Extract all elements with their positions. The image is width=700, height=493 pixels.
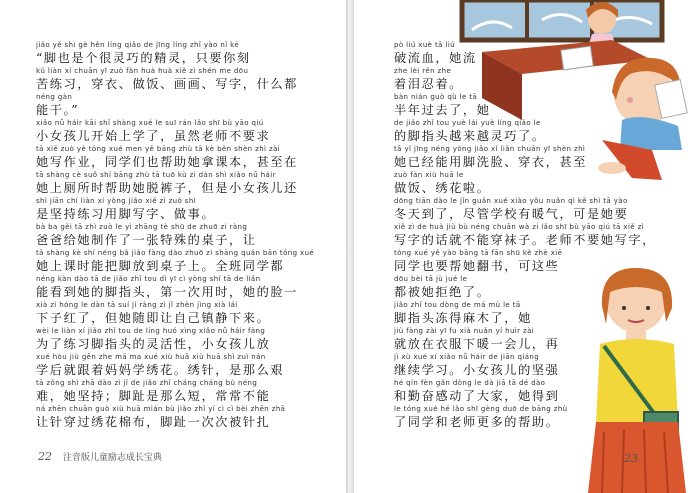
pinyin-annotation: hé qín fèn gǎn dòng le dà jiā tā dé dào	[394, 379, 546, 387]
pinyin-annotation: tā shàng cè suǒ shí bāng zhù tā tuō kù zi dàn shì xiǎo nǚ háir	[36, 171, 276, 179]
pinyin-annotation: xià zi hóng le dàn tā suí jí ràng zì jǐ zhèn jìng xià lái	[36, 301, 238, 309]
pinyin-annotation: bàn nián guò qù le tā	[394, 93, 478, 101]
right-footer	[624, 452, 646, 465]
chinese-text: 就放在衣服下暖一会儿，再	[394, 337, 560, 351]
chinese-text: 爸爸给她制作了一张特殊的桌子，让	[36, 233, 257, 247]
chinese-text: 学后就跟着妈妈学绣花。绣针，是那么艰	[36, 363, 285, 377]
text-line	[394, 378, 656, 404]
text-line	[36, 352, 298, 378]
text-line	[394, 326, 656, 352]
pinyin-annotation: wèi le liàn xí jiǎo zhǐ tou de líng huó xìng xiǎo nǚ háir fàng	[36, 327, 266, 335]
pinyin-annotation: le tóng xué hé lǎo shī gèng duō de bāng zhù	[394, 405, 568, 413]
text-line	[394, 144, 656, 170]
text-line	[394, 352, 656, 378]
text-line	[36, 144, 298, 170]
text-line	[394, 118, 656, 144]
pinyin-annotation: dōu bèi tā jù jué le	[394, 275, 468, 283]
pinyin-annotation: bà ba gěi tā zhì zuò le yì zhāng tè shū de zhuō zi ràng	[36, 223, 248, 231]
left-page	[0, 0, 346, 493]
text-line	[36, 378, 298, 404]
pinyin-annotation: tā xiě zuò yè tóng xué men yě bāng zhù tā kè běn shèn zhì zài	[36, 145, 281, 153]
text-line	[394, 40, 656, 66]
pinyin-annotation: zuò fàn xiù huā le	[394, 171, 464, 179]
text-line	[394, 66, 656, 92]
left-text-block	[36, 40, 315, 430]
chinese-text: 写字的话就不能穿袜子。老师不要她写字，	[394, 233, 656, 247]
chinese-text: 能干。”	[36, 103, 80, 117]
text-line	[36, 404, 298, 430]
pinyin-annotation: tā zǒng shì zhā dào zì jǐ de jiǎo zhǐ cháng cháng bù néng	[36, 379, 258, 387]
text-line	[394, 170, 656, 196]
pinyin-annotation: tā yǐ jīng néng yòng jiǎo xǐ liǎn chuān yī shèn zhì	[394, 145, 586, 153]
page-number-left: 22	[38, 450, 52, 463]
pinyin-annotation: kǔ liàn xí chuān yī zuò fàn huà huà xiě zì shén me dōu	[36, 67, 249, 75]
text-line	[36, 66, 298, 92]
pinyin-annotation: de jiǎo zhǐ tou yuè lái yuè líng qiǎo le	[394, 119, 541, 127]
pinyin-annotation: néng gàn	[36, 93, 73, 101]
pinyin-annotation: ná zhēn chuān guò xiù huā mián bù jiǎo zhǐ yí cì cì bèi zhēn zhā	[36, 405, 286, 413]
pinyin-annotation: jì xù xué xí xiǎo nǚ háir de jiān qiáng	[394, 353, 540, 361]
chinese-text: 苦练习，穿衣、做饭、画画、写字，什么都	[36, 77, 298, 91]
chinese-text: 同学也要帮她翻书，可这些	[394, 259, 560, 273]
chinese-text: 为了练习脚指头的灵活性，小女孩儿放	[36, 337, 271, 351]
text-line	[394, 222, 656, 248]
chinese-text: 她上课时能把脚放到桌子上。全班同学都	[36, 259, 285, 273]
chinese-text: 做饭、绣花啦。	[394, 181, 491, 195]
text-line	[394, 404, 656, 430]
chinese-text: “脚也是个很灵巧的精灵，只要你刻	[36, 51, 251, 65]
chinese-text: 的脚指头越来越灵巧了。	[394, 129, 546, 143]
pinyin-annotation: jiù fàng zài yī fu xià nuǎn yí huìr zài	[394, 327, 535, 335]
text-line	[394, 274, 656, 300]
text-line	[36, 222, 298, 248]
chinese-text: 她写作业，同学们也帮助她拿课本，甚至在	[36, 155, 298, 169]
chinese-text: 小女孩儿开始上学了，虽然老师不要求	[36, 129, 271, 143]
chinese-text: 让针穿过绣花棉布，脚趾一次次被针扎	[36, 415, 271, 429]
book-gutter	[346, 0, 354, 493]
chinese-text: 冬天到了，尽管学校有暖气，可是她要	[394, 207, 629, 221]
chinese-text: 继续学习。小女孩儿的坚强	[394, 363, 560, 377]
pinyin-annotation: pò liú xuè tā liú	[394, 41, 455, 49]
book-title: 注音版儿童励志成长宝典	[62, 453, 162, 463]
left-footer	[38, 450, 162, 463]
pinyin-annotation: jiǎo zhǐ tou dòng de má mù le tā	[394, 301, 521, 309]
text-line	[394, 248, 656, 274]
pinyin-annotation: jiǎo yě shì gè hěn líng qiǎo de jīng líng zhǐ yào nǐ kè	[36, 41, 240, 49]
pinyin-annotation: xué hòu jiù gēn zhe mā ma xué xiù huā xiù huā shì zuì nán	[36, 353, 266, 361]
chinese-text: 都被她拒绝了。	[394, 285, 491, 299]
chinese-text: 半年过去了，她	[394, 103, 491, 117]
chinese-text: 能看到她的脚指头，第一次用时，她的脸一	[36, 285, 298, 299]
pinyin-annotation: xiǎo nǚ háir kāi shǐ shàng xué le suī rán lǎo shī bù yāo qiú	[36, 119, 264, 127]
pinyin-annotation: tā shàng kè shí néng bǎ jiǎo fàng dào zhuō zi shàng quán bān tóng xué	[36, 249, 315, 257]
text-line	[36, 170, 298, 196]
text-line	[36, 274, 298, 300]
chinese-text: 和勤奋感动了大家，她得到	[394, 389, 560, 403]
page-number-right: 23	[624, 452, 638, 465]
chinese-text: 下子红了，但她随即让自己镇静下来。	[36, 311, 271, 325]
text-line	[36, 300, 298, 326]
chinese-text: 脚指头冻得麻木了，她	[394, 311, 532, 325]
chinese-text: 破流血，她流	[394, 51, 477, 65]
text-line	[36, 248, 315, 274]
chinese-text: 是坚持练习用脚写字、做事。	[36, 207, 216, 221]
text-line	[36, 118, 298, 144]
pinyin-annotation: dōng tiān dào le jǐn guǎn xué xiào yǒu nuǎn qì kě shì tā yào	[394, 197, 628, 205]
text-line	[36, 326, 298, 352]
pinyin-annotation: zhe lèi rěn zhe	[394, 67, 452, 75]
pinyin-annotation: néng kàn dào tā de jiǎo zhǐ tou dì yī cì yòng shí tā de liǎn	[36, 275, 261, 283]
text-line	[394, 196, 656, 222]
pinyin-annotation: shì jiān chí liàn xí yòng jiǎo xiě zì zuò shì	[36, 197, 197, 205]
pinyin-annotation: xiě zì de huà jiù bù néng chuān wà zi lǎo shī bù yāo qiú tā xiě zì	[394, 223, 645, 231]
chinese-text: 她已经能用脚洗脸、穿衣，甚至	[394, 155, 588, 169]
chinese-text: 她上厕所时帮助她脱裤子，但是小女孩儿还	[36, 181, 298, 195]
text-line	[394, 300, 656, 326]
right-text-block	[394, 40, 656, 430]
text-line	[36, 196, 298, 222]
text-line	[36, 40, 298, 66]
chinese-text: 难，她坚持；脚趾是那么短，常常不能	[36, 389, 271, 403]
pinyin-annotation: tóng xué yě yào bāng tā fān shū kě zhè xiē	[394, 249, 563, 257]
text-line	[394, 92, 656, 118]
text-line	[36, 92, 298, 118]
chinese-text: 了同学和老师更多的帮助。	[394, 415, 560, 429]
chinese-text: 着泪忍着。	[394, 77, 463, 91]
